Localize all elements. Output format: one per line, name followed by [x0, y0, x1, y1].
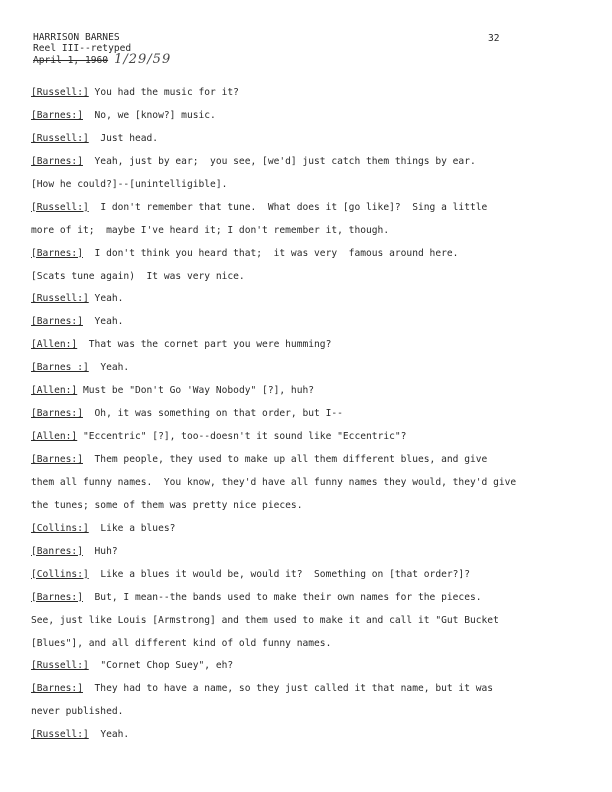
transcript-line: [31, 523, 591, 546]
line-text: Just head.: [88, 132, 159, 144]
speaker-label: [Barnes:]: [31, 454, 83, 465]
line-text: Yeah.: [88, 729, 130, 741]
line-text: the tunes; some of them was pretty nice pieces.: [31, 499, 303, 511]
line-text: [Scats tune again) It was very nice.: [31, 270, 245, 282]
transcript-line: [31, 500, 591, 523]
line-text: I don't remember that tune. What does it [go like]? Sing a little: [88, 201, 488, 213]
transcript-line: [31, 293, 591, 316]
line-text: Oh, it was something on that order, but I--: [82, 408, 343, 420]
speaker-label: [Barnes:]: [31, 316, 83, 328]
speaker-label: [Banres:]: [31, 545, 83, 557]
speaker-label: [Barnes :]: [31, 362, 89, 374]
speaker-label: [Russell:]: [31, 87, 89, 98]
line-text: Must be "Don't Go 'Way Nobody" [?], huh?: [77, 385, 315, 397]
transcript-body: [31, 87, 591, 752]
speaker-label: [Allen:]: [31, 431, 78, 443]
page-number: 32: [488, 33, 500, 44]
transcript-line: [31, 477, 591, 500]
speaker-label: [Russell:]: [31, 660, 89, 672]
transcript-line: [31, 431, 591, 454]
transcript-line: [31, 729, 591, 752]
transcript-line: [31, 339, 591, 362]
line-text: See, just like Louis [Armstrong] and them used to make it and call it "Gut Bucket: [31, 614, 499, 626]
transcript-line: [31, 454, 591, 477]
transcript-line: [31, 638, 591, 661]
speaker-label: [Barnes:]: [31, 591, 83, 603]
line-text: They had to have a name, so they just called it that name, but it was: [82, 683, 494, 695]
line-text: "Cornet Chop Suey", eh?: [88, 660, 234, 672]
line-text: Them people, they used to make up all them different blues, and give: [82, 454, 488, 465]
line-text: Yeah, just by ear; you see, [we'd] just catch them things by ear.: [82, 155, 476, 167]
transcript-line: [31, 316, 591, 339]
transcript-line: [31, 569, 591, 592]
transcript-line: [31, 179, 591, 202]
line-text: [How he could?]--[unintelligible].: [31, 178, 228, 190]
transcript-line: [31, 156, 591, 179]
line-text: "Eccentric" [?], too--doesn't it sound like "Eccentric"?: [77, 431, 407, 443]
speaker-label: [Barnes:]: [31, 247, 83, 259]
line-text: [Blues"], and all different kind of old funny names.: [31, 637, 332, 649]
reel-label: Reel III--retyped: [33, 43, 132, 54]
interviewee-name: HARRISON BARNES: [33, 32, 120, 43]
transcript-line: [31, 362, 591, 385]
transcript-line: [31, 546, 591, 569]
speaker-label: [Russell:]: [31, 201, 89, 213]
transcript-line: [31, 248, 591, 271]
line-text: That was the cornet part you were humming?: [77, 339, 332, 351]
speaker-label: [Russell:]: [31, 293, 89, 305]
speaker-label: [Collins:]: [31, 522, 89, 534]
transcript-line: [31, 706, 591, 729]
speaker-label: [Allen:]: [31, 385, 78, 397]
line-text: But, I mean--the bands used to make their own names for the pieces.: [82, 591, 482, 603]
struck-date: April 1, 1960: [33, 55, 109, 66]
line-text: Like a blues it would be, would it? Something on [that order?]?: [88, 568, 470, 580]
transcript-line: [31, 615, 591, 638]
speaker-label: [Barnes:]: [31, 109, 83, 121]
line-text: Yeah.: [88, 293, 124, 305]
transcript-line: [31, 408, 591, 431]
line-text: No, we [know?] music.: [82, 109, 216, 121]
speaker-label: [Barnes:]: [31, 408, 83, 420]
line-text: never published.: [31, 706, 124, 718]
document-header: [33, 32, 171, 66]
transcript-line: [31, 202, 591, 225]
line-text: I don't think you heard that; it was very famous around here.: [82, 247, 459, 259]
handwritten-date: 1/29/59: [114, 52, 172, 67]
transcript-line: [31, 87, 591, 110]
speaker-label: [Russell:]: [31, 729, 89, 741]
date-line: [33, 54, 171, 66]
transcript-line: [31, 110, 591, 133]
transcript-line: [31, 660, 591, 683]
line-text: them all funny names. You know, they'd have all funny names they would, they'd give: [31, 476, 517, 488]
transcript-line: [31, 271, 591, 294]
transcript-line: [31, 133, 591, 156]
transcript-line: [31, 385, 591, 408]
transcript-line: [31, 225, 591, 248]
speaker-label: [Barnes:]: [31, 155, 83, 167]
line-text: Like a blues?: [88, 522, 176, 534]
line-text: Yeah.: [82, 316, 124, 328]
line-text: more of it; maybe I've heard it; I don't remember it, though.: [31, 224, 390, 236]
speaker-label: [Barnes:]: [31, 683, 83, 695]
transcript-line: [31, 683, 591, 706]
speaker-label: [Russell:]: [31, 132, 89, 144]
speaker-label: [Allen:]: [31, 339, 78, 351]
line-text: Yeah.: [88, 362, 130, 374]
transcript-line: [31, 592, 591, 615]
line-text: You had the music for it?: [88, 87, 239, 98]
speaker-label: [Collins:]: [31, 568, 89, 580]
line-text: Huh?: [82, 545, 118, 557]
